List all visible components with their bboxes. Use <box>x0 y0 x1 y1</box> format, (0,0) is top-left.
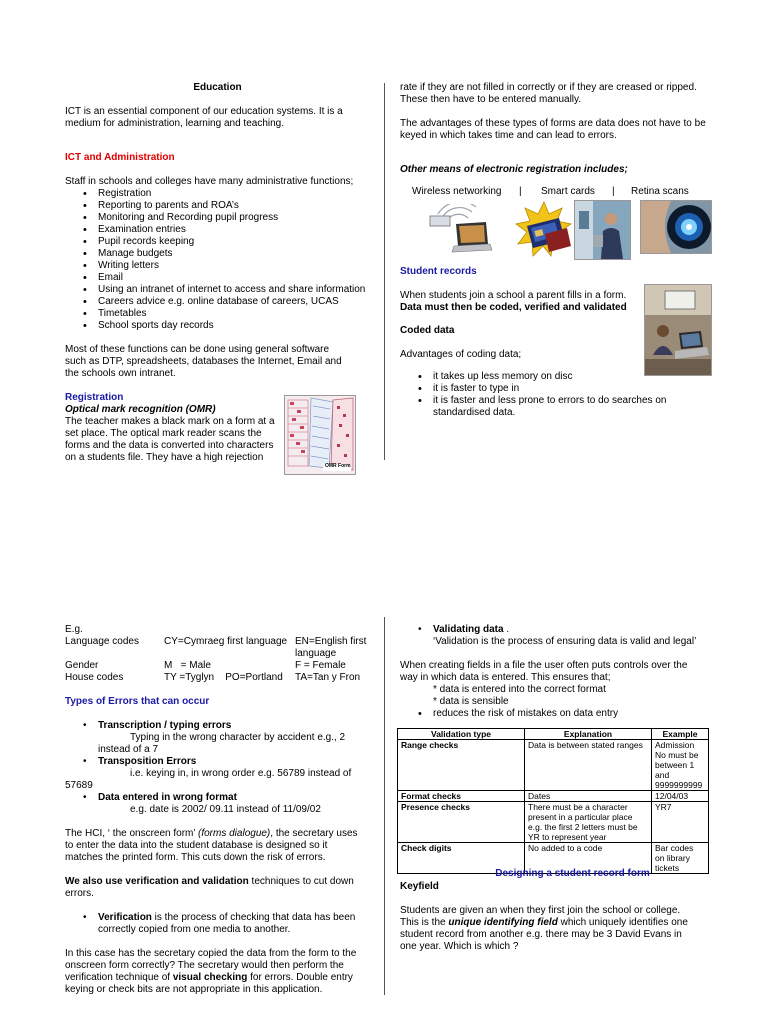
code-a: CY=Cymraeg first language <box>164 636 288 647</box>
other-means-heading: Other means of electronic registration includes; <box>400 164 628 175</box>
list-item: • Registration <box>65 188 370 200</box>
error-title: Transcription / typing errors <box>98 720 232 731</box>
laptop-icon <box>426 204 494 256</box>
column-header: Example <box>652 729 709 740</box>
reduces-list <box>400 708 712 720</box>
list-item: • School sports day records <box>65 320 370 332</box>
intro-paragraph: ICT is an essential component of our education systems. It is a medium for administration, learning and teaching. <box>65 106 343 129</box>
student-records-heading: Student records <box>400 266 477 277</box>
classroom-image <box>644 284 712 376</box>
verification-intro <box>65 876 363 900</box>
error-line: 57689 <box>65 780 93 791</box>
list-item: • Manage budgets <box>65 248 370 260</box>
person-at-terminal-icon <box>575 201 630 259</box>
column-divider-top <box>384 83 385 460</box>
list-item <box>65 720 370 732</box>
code-b: EN=English first language <box>295 636 367 659</box>
validation-table <box>397 728 709 874</box>
errors-heading: Types of Errors that can occur <box>65 696 210 707</box>
list-item: • reduces the risk of mistakes on data entry <box>400 708 712 720</box>
coded-data-heading: Coded data <box>400 325 455 336</box>
table-row <box>398 740 709 791</box>
code-b: F = Female <box>295 660 346 671</box>
omr-form-image <box>284 395 356 475</box>
case-text-a: In this case has the secretary copied the data from the form to the onscreen form correctly? The secretary would then perform the verification technique of <box>65 948 357 983</box>
creating-paragraph: When creating fields in a file the user often puts controls over the way in which data is entered. This ensures that; <box>400 660 688 683</box>
omr-continuation: rate if they are not filled in correctly or if they are creased or ripped. These then have to be entered manually. <box>400 82 697 105</box>
code-label: House codes <box>65 672 124 683</box>
list-item: • Pupil records keeping <box>65 236 370 248</box>
hci-paragraph <box>65 828 363 864</box>
list-item: • Reporting to parents and ROA’s <box>65 200 370 212</box>
list-item <box>65 792 370 804</box>
means-smart-cards: Smart cards <box>541 186 595 197</box>
advantages-paragraph: The advantages of these types of forms are data does not have to be keyed in which takes time and can lead to errors. <box>400 118 706 141</box>
admin-heading: ICT and Administration <box>65 152 175 163</box>
list-item: • Timetables <box>65 308 370 320</box>
table-cell: YR7 <box>652 802 709 843</box>
omr-paragraph: The teacher makes a black mark on a form at a set place. The optical mark reader scans the forms and the data is converted into characters on a students file. They have a high rejection <box>65 416 275 463</box>
list-item: • Using an intranet of internet to access and share information <box>65 284 370 296</box>
functions-list <box>65 188 370 332</box>
error-line: instead of a 7 <box>98 744 159 755</box>
coding-intro: Advantages of coding data; <box>400 349 522 360</box>
validating-heading: Validating data <box>433 624 504 635</box>
table-row <box>398 802 709 843</box>
bullet: • <box>83 720 87 731</box>
means-wireless: Wireless networking <box>412 186 502 197</box>
eg-label: E.g. <box>65 624 83 635</box>
software-paragraph: Most of these functions can be done using general software such as DTP, spreadsheets, databases the Internet, Email and the schools own intranet. <box>65 344 342 379</box>
verification-rest: techniques to cut down errors. <box>65 876 354 899</box>
omr-heading: Optical mark recognition (OMR) <box>65 404 216 415</box>
error-line: Typing in the wrong character by accident e.g., 2 <box>130 732 346 743</box>
table-cell: Range checks <box>398 740 525 791</box>
verification-term: Verification <box>98 912 152 923</box>
right-top-column <box>400 82 710 176</box>
table-cell: Bar codes on library tickets <box>652 843 709 874</box>
list-item <box>65 756 370 768</box>
admin-intro: Staff in schools and colleges have many administrative functions; <box>65 176 354 187</box>
right-bottom-design <box>400 868 705 953</box>
means-separator: | <box>612 186 615 197</box>
case-paragraph <box>65 948 363 996</box>
error-title: Transposition Errors <box>98 756 197 767</box>
table-cell: 12/04/03 <box>652 791 709 802</box>
keyfield-paragraph <box>400 905 698 953</box>
table-cell: No added to a code <box>525 843 652 874</box>
registration-heading: Registration <box>65 392 124 403</box>
page-title: Education <box>193 82 242 93</box>
table-cell: There must be a character present in a particular place e.g. the first 2 letters must be YR to represent year <box>525 802 652 843</box>
list-item: • it takes up less memory on disc <box>400 371 690 383</box>
left-bottom-column <box>65 624 370 996</box>
table-header-row <box>398 729 709 740</box>
case-bold: visual checking <box>172 972 248 983</box>
verification-bold: We also use verification and validation <box>65 876 249 887</box>
ensures-line: * data is sensible <box>433 696 509 707</box>
list-item: • it is faster to type in <box>400 383 690 395</box>
hci-italic: (forms dialogue) <box>198 828 271 839</box>
table-cell: Admission No must be between 1 and 9999999999 <box>652 740 709 791</box>
error-title: Data entered in wrong format <box>98 792 237 803</box>
table-cell: Format checks <box>398 791 525 802</box>
right-top-records <box>400 266 645 361</box>
verification-definition: is the process of checking that data has been correctly copied from one media to another. <box>98 912 356 935</box>
table-cell: Data is between stated ranges <box>525 740 652 791</box>
ensures-line: * data is entered into the correct format <box>433 684 606 695</box>
bullet: • <box>83 792 87 803</box>
student-records-paragraph: When students join a school a parent fills in a form. <box>400 290 627 301</box>
list-item <box>400 624 712 636</box>
error-line: i.e. keying in, in wrong order e.g. 56789 instead of <box>130 768 352 779</box>
list-item <box>65 912 363 936</box>
keyfield-bold-italic: unique identifying field <box>448 917 558 928</box>
keyfield-heading: Keyfield <box>400 881 439 892</box>
list-item: • Careers advice e.g. online database of careers, UCAS <box>65 296 370 308</box>
eye-icon <box>641 201 711 253</box>
smart-card-icon <box>515 200 573 260</box>
bullet: • <box>418 624 422 635</box>
list-item: • Monitoring and Recording pupil progress <box>65 212 370 224</box>
errors-list <box>65 720 370 816</box>
student-records-bold: Data must then be coded, verified and validated <box>400 302 627 313</box>
designing-heading: Designing a student record form <box>495 868 650 879</box>
wireless-laptop-image <box>426 204 494 256</box>
bullet: • <box>83 756 87 767</box>
code-label: Gender <box>65 660 99 671</box>
code-a: M = Male <box>164 660 211 671</box>
table-row <box>65 636 370 660</box>
table-row <box>65 660 370 672</box>
error-line: e.g. date is 2002/ 09.11 instead of 11/09/02 <box>130 804 321 815</box>
coding-advantages-list <box>400 371 690 419</box>
table-cell: Presence checks <box>398 802 525 843</box>
means-separator: | <box>519 186 522 197</box>
validating-quote: ‘Validation is the process of ensuring data is valid and legal’ <box>433 636 697 647</box>
keyfield-text-a: Students are given an when they first join the school or college. This is the <box>400 905 681 928</box>
validating-dot: . <box>503 624 510 635</box>
bullet: • <box>83 912 87 923</box>
column-divider-bottom <box>384 617 385 995</box>
table-cell: Check digits <box>398 843 525 874</box>
column-header: Validation type <box>398 729 525 740</box>
table-row <box>398 791 709 802</box>
omr-form-caption: OMR Form <box>325 463 351 469</box>
code-a: TY =Tyglyn PO=Portland <box>164 672 283 683</box>
codes-table <box>65 636 370 684</box>
list-item: • Writing letters <box>65 260 370 272</box>
hci-text-a: The HCI, ‘ the onscreen form’ <box>65 828 199 839</box>
list-item: • it is faster and less prone to errors to do searches on standardised data. <box>400 395 673 419</box>
code-b: TA=Tan y Fron <box>295 672 361 683</box>
retina-scan-image <box>640 200 712 254</box>
hci-text-b: , the secretary uses to enter the data into the student database is designed so it matches the printed form. This cuts down the risk of errors. <box>65 828 358 863</box>
smart-card-user-image <box>574 200 631 260</box>
means-retina: Retina scans <box>631 186 689 197</box>
means-row <box>412 186 712 198</box>
code-label: Language codes <box>65 636 139 647</box>
list-item: • Examination entries <box>65 224 370 236</box>
smart-cards-image <box>515 200 573 260</box>
right-bottom-column <box>400 624 712 720</box>
keyfield-text-b: which uniquely identifies one student record from another e.g. there may be 3 David Evans in one year. Which is which ? <box>400 917 688 952</box>
classroom-computers-icon <box>645 285 711 375</box>
table-row <box>65 672 370 684</box>
list-item: • Email <box>65 272 370 284</box>
column-header: Explanation <box>525 729 652 740</box>
table-cell: Dates <box>525 791 652 802</box>
case-text-b: for errors. Double entry keying or check bits are not appropriate in this application. <box>65 972 353 995</box>
